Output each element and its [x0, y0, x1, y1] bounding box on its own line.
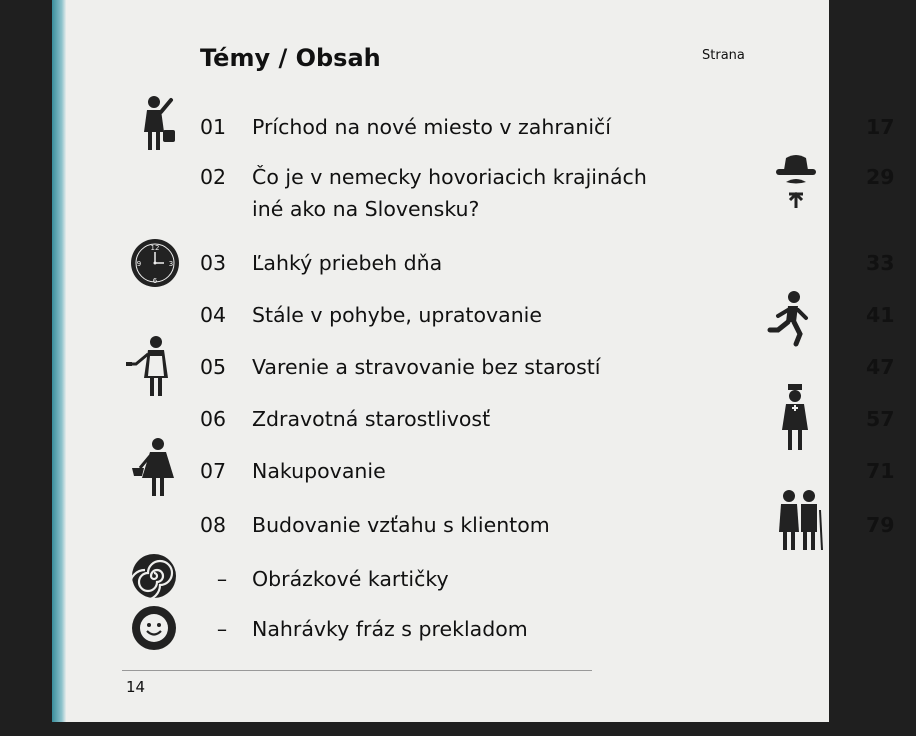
- elderly-couple-icon: [776, 488, 824, 554]
- chapter-title: Zdravotná starostlivosť: [252, 407, 491, 431]
- extra-marker: –: [216, 567, 228, 591]
- chapter-page: 47: [866, 355, 895, 379]
- extra-title: Nahrávky fráz s prekladom: [252, 617, 528, 641]
- chapter-title: Nakupovanie: [252, 459, 386, 483]
- chapter-number: 05: [200, 355, 227, 379]
- footer-divider: [122, 670, 592, 671]
- chapter-number: 07: [200, 459, 227, 483]
- book-page: [52, 0, 895, 722]
- chapter-page: 17: [866, 115, 895, 139]
- chapter-title-line2: iné ako na Slovensku?: [252, 197, 480, 221]
- chapter-number: 02: [200, 165, 227, 189]
- shopper-with-basket-icon: [130, 436, 176, 500]
- chapter-number: 04: [200, 303, 227, 327]
- chapter-page: 41: [866, 303, 895, 327]
- chapter-number: 01: [200, 115, 227, 139]
- spiral-icon: [130, 552, 178, 600]
- chapter-title: Príchod na nové miesto v zahraničí: [252, 115, 611, 139]
- cook-with-apron-icon: [126, 334, 176, 400]
- running-person-icon: [766, 290, 812, 346]
- chapter-page: 33: [866, 251, 895, 275]
- chapter-title: Varenie a stravovanie bez starostí: [252, 355, 601, 379]
- clock-digit-9: 9: [136, 260, 142, 268]
- hat-mustache-icon: [774, 154, 818, 210]
- chapter-page: 57: [866, 407, 895, 431]
- extra-title: Obrázkové kartičky: [252, 567, 449, 591]
- chapter-page: 71: [866, 459, 895, 483]
- chapter-number: 03: [200, 251, 227, 275]
- traveler-with-suitcase-icon: [138, 94, 178, 154]
- clock-digit-3: 3: [168, 260, 174, 268]
- clock-digit-6: 6: [152, 277, 158, 285]
- clock-icon: [130, 238, 180, 288]
- clock-digit-12: 12: [150, 244, 160, 252]
- chapter-number: 08: [200, 513, 227, 537]
- chapter-title: Čo je v nemecky hovoriacich krajinách: [252, 165, 647, 189]
- chapter-title: Stále v pohybe, upratovanie: [252, 303, 542, 327]
- extra-marker: –: [216, 617, 228, 641]
- chapter-page: 29: [866, 165, 895, 189]
- page-column-label: Strana: [702, 48, 745, 63]
- chapter-title: Ľahký priebeh dňa: [252, 251, 443, 275]
- nurse-icon: [778, 384, 812, 454]
- toc-row-02[interactable]: [200, 162, 895, 224]
- chapter-number: 06: [200, 407, 227, 431]
- smiley-icon: [130, 604, 178, 652]
- footer-page-number: 14: [126, 678, 146, 696]
- page-title: Témy / Obsah: [200, 44, 381, 72]
- chapter-title: Budovanie vzťahu s klientom: [252, 513, 550, 537]
- chapter-page: 79: [866, 513, 895, 537]
